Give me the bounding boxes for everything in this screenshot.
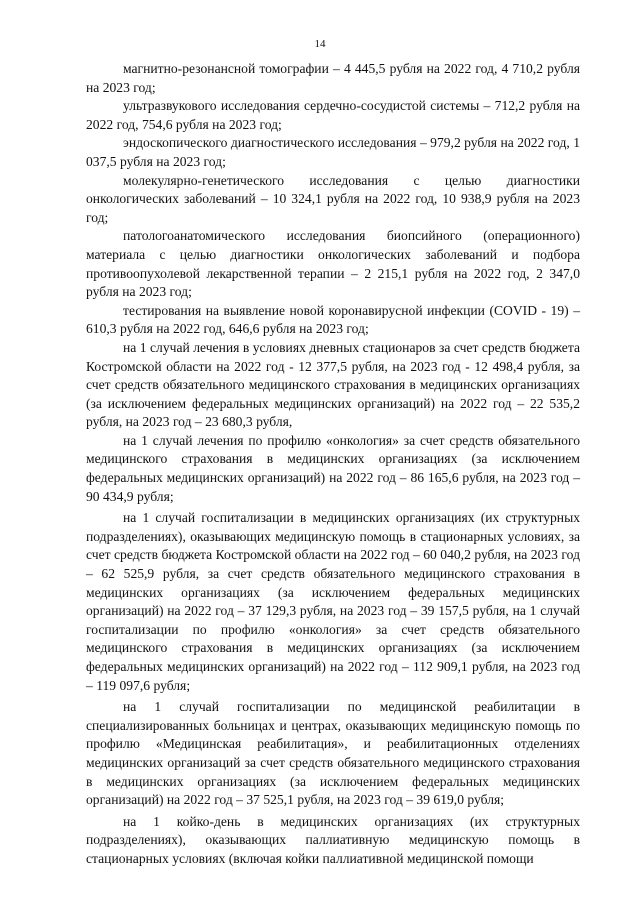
paragraph-ultrasound-cost: ультразвукового исследования сердечно-сосудистой системы – 712,2 рубля на 2022 год, 754,6 рубля на 2023 год; [86,98,580,132]
paragraph-molecular-genetic-cost: молекулярно-генетического исследования с целью диагностики онкологических заболеваний – 10 324,1 рубля на 2022 год, 10 938,9 рубля на 2023 год; [86,172,580,225]
page-number: 14 [314,38,326,50]
document-body [86,60,580,869]
paragraph-palliative-bed-day-cost: на 1 койко-день в медицинских организациях (их структурных подразделениях), оказывающих паллиативную медицинскую помощь в стационарных условиях (включая койки паллиативной медицинской помощи [86,813,580,866]
paragraph-hospitalization-cost: на 1 случай госпитализации в медицинских организациях (их структурных подразделениях), оказывающих медицинскую помощь в стационарных условиях, за счет средств бюджета Костромской области на 2022 год – 60 040,2 рубля, на 2023 год – 62 525,9 рубля, за счет средств обязательного медицинского страхования в медицинских организациях (за исключением федеральных медицинских организаций) на 2022 год – 37 129,3 рубля, на 2023 год – 39 157,5 рубля, на 1 случай госпитализации по профилю «онкология» за счет средств обязательного медицинского страхования в медицинских организациях (за исключением федеральных медицинских организаций) на 2022 год – 112 909,1 рубля, на 2023 год – 119 097,6 рубля; [86,510,580,693]
paragraph-endoscopy-cost: эндоскопического диагностического исследования – 979,2 рубля на 2022 год, 1 037,5 рубля на 2023 год; [86,135,580,169]
paragraph-rehabilitation-cost: на 1 случай госпитализации по медицинской реабилитации в специализированных больницах и центрах, оказывающих медицинскую помощь по профилю «Медицинская реабилитация», и реабилитационных отделениях медицинских организаций за счет средств обязательного медицинского страхования в медицинских организациях (за исключением федеральных медицинских организаций) на 2022 год – 37 525,1 рубля, на 2023 год – 39 619,0 рубля; [86,699,580,808]
paragraph-covid-test-cost: тестирования на выявление новой коронавирусной инфекции (COVID - 19) – 610,3 рубля на 2022 год, 646,6 рубля на 2023 год; [86,302,580,337]
paragraph-pathology-cost: патологоанатомического исследования биопсийного (операционного) материала с целью диагностики онкологических заболеваний и подбора противоопухолевой лекарственной терапии – 2 215,1 рубля на 2022 год, 2 347,0 рубля на 2023 год; [86,228,580,300]
paragraph-day-hospital-cost: на 1 случай лечения в условиях дневных стационаров за счет средств бюджета Костромской области на 2022 год - 12 377,5 рубля, на 2023 год - 12 498,4 рубля, за счет средств обязательного медицинского страхования в медицинских организациях (за исключением федеральных медицинских организаций) на 2022 год – 22 535,2 рубля, на 2023 год – 23 680,3 рубля, [86,339,580,430]
paragraph-oncology-treatment-cost: на 1 случай лечения по профилю «онкология» за счет средств обязательного медицинского страхования в медицинских организациях (за исключением федеральных медицинских организаций) на 2022 год – 86 165,6 рубля, на 2023 год – 90 434,9 рубля; [86,432,580,504]
paragraph-mri-cost: магнитно-резонансной томографии – 4 445,5 рубля на 2022 год, 4 710,2 рубля на 2023 год; [86,61,580,95]
